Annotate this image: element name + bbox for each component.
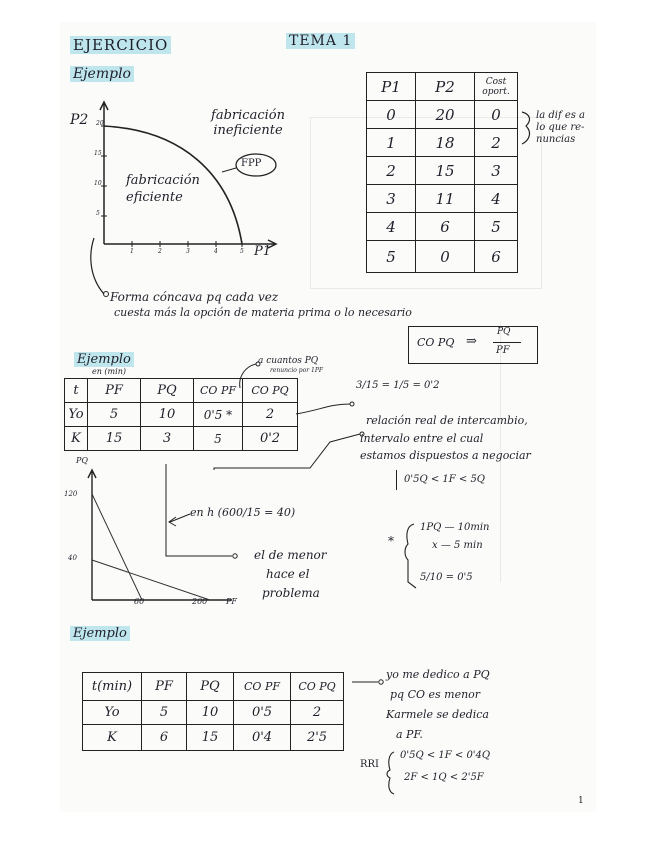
ex2-header-cell: CO PQ	[243, 379, 298, 403]
ex2-unit: en (min)	[92, 367, 126, 376]
ppf-x-tick-4: 4	[214, 248, 218, 255]
ex2-header-cell: PQ	[141, 379, 194, 403]
ppf-x-tick-1: 1	[130, 248, 134, 255]
ex3-header-cell: PQ	[187, 673, 234, 701]
ex2-en-note: en h (600/15 = 40)	[190, 506, 296, 519]
page-number: 1	[578, 796, 584, 806]
ppf-y-tick-10: 10	[94, 180, 102, 187]
ex1-cell: 11	[416, 185, 475, 213]
bottom-note-arrow	[80, 236, 110, 296]
co-formula-numerator: PQ	[497, 327, 511, 337]
ex1-cell: 6	[416, 213, 475, 241]
ppf-inside-note: fabricación eficiente	[126, 173, 200, 205]
header-left-title: EJERCICIO	[70, 36, 171, 54]
ex2-exchange-3: estamos dispuestos a negociar	[360, 449, 531, 462]
ex1-cell: 0	[475, 101, 518, 129]
notebook-page	[60, 22, 596, 812]
ppf-x-tick-5: 5	[240, 248, 244, 255]
ex1-table-header	[367, 73, 518, 101]
ex2-star-2: x — 5 min	[432, 540, 483, 551]
ex3-rri-label: RRI	[360, 759, 380, 770]
co-formula-arrow: ⇒	[466, 334, 477, 349]
ex2-cell: 3	[141, 427, 194, 451]
ex3-rri-1: 0'5Q < 1F < 0'4Q	[400, 750, 491, 761]
ex1-cell: 1	[367, 129, 416, 157]
example-2-label: Ejemplo	[74, 352, 134, 367]
ex3-cell: 5	[142, 701, 187, 725]
ex2-header-cell: CO PF	[194, 379, 243, 403]
ex2-top-note-1: a cuantos PQ	[258, 356, 319, 366]
table-row	[367, 213, 518, 241]
ex1-cell: 3	[475, 157, 518, 185]
ex2-interval-bracket	[396, 470, 397, 490]
ex3-cell: Yo	[83, 701, 142, 725]
ex1-table	[366, 72, 518, 273]
ex2-top-note-2: renuncio por 1PF	[270, 367, 324, 374]
ex1-cell: 6	[475, 241, 518, 273]
ex3-header-cell: PF	[142, 673, 187, 701]
ex1-cell: 5	[475, 213, 518, 241]
ex2-interval: 0'5Q < 1F < 5Q	[404, 474, 486, 485]
ex1-cell: 2	[475, 129, 518, 157]
ex3-cell: 0'4	[234, 725, 291, 751]
co-formula-left: CO PQ	[417, 336, 455, 349]
table-row	[83, 725, 344, 751]
ex2-problem-3: problema	[262, 586, 320, 600]
ppf-outside-note: fabricación ineficiente	[211, 108, 285, 138]
ex3-note-2: pq CO es menor	[390, 688, 481, 701]
ex2-cell: 2	[243, 403, 298, 427]
ex3-note-arrow	[350, 676, 390, 696]
ex2-graph-y-tick-40: 40	[68, 554, 77, 562]
example-3-label: Ejemplo	[70, 626, 130, 641]
ex2-graph-y-label: PQ	[76, 456, 88, 465]
ex3-cell: 2	[291, 701, 344, 725]
ex2-cell: 0'5 *	[194, 403, 243, 427]
ppf-x-tick-3: 3	[186, 248, 190, 255]
ex3-table-header	[83, 673, 344, 701]
header-right-title: TEMA 1	[286, 33, 355, 49]
co-formula-fraction-bar	[493, 342, 521, 343]
ex2-problem-1: el de menor	[254, 548, 327, 562]
table-row	[83, 701, 344, 725]
rri-brace	[384, 750, 398, 796]
table-row	[367, 185, 518, 213]
table-row	[367, 157, 518, 185]
co-formula-denominator: PF	[496, 345, 510, 356]
example-1-label: Ejemplo	[70, 66, 134, 82]
ex3-note-1: yo me dedico a PQ	[386, 668, 490, 681]
ex3-header-cell: t(min)	[83, 673, 142, 701]
ex3-table	[82, 672, 344, 751]
table-row	[367, 241, 518, 273]
ex1-cell: 18	[416, 129, 475, 157]
ex3-cell: 0'5	[234, 701, 291, 725]
ppf-x-tick-2: 2	[158, 248, 162, 255]
ppf-y-tick-20: 20	[96, 120, 104, 127]
table-row	[367, 101, 518, 129]
ex1-bottom-note-2: cuesta más la opción de materia prima o lo necesario	[114, 306, 412, 319]
ex1-bottom-note-1: Forma cóncava pq cada vez	[110, 290, 279, 304]
ex1-side-note: la dif es a lo que re-nuncias	[536, 110, 586, 145]
ex2-problem-2: hace el	[266, 567, 310, 581]
ex3-rri-2: 2F < 1Q < 2'5F	[404, 772, 484, 783]
ppf-x-axis-label: P1	[254, 244, 272, 259]
co-formula-box	[408, 326, 538, 364]
ex2-exchange-2: intervalo entre el cual	[360, 432, 484, 445]
ex3-cell: 15	[187, 725, 234, 751]
table-row	[367, 129, 518, 157]
ex2-cell: 5	[88, 403, 141, 427]
ex2-cell: 5	[194, 427, 243, 451]
ex1-cell: 2	[367, 157, 416, 185]
ex2-star-3: 5/10 = 0'5	[420, 572, 473, 583]
ex1-cell: 4	[367, 213, 416, 241]
ex1-header-p1: P1	[367, 73, 416, 101]
ex2-cell: 0'2	[243, 427, 298, 451]
ex2-cell: Yo	[65, 403, 88, 427]
star-brace	[400, 522, 420, 592]
ppf-y-tick-5: 5	[96, 210, 100, 217]
ex1-cell: 15	[416, 157, 475, 185]
ex1-cell: 5	[367, 241, 416, 273]
ppf-fpp-label: FPP	[241, 158, 262, 169]
ex2-graph-x-tick-60: 60	[134, 597, 145, 606]
ex1-cell: 0	[367, 101, 416, 129]
star-marker: *	[388, 534, 394, 548]
ex1-cell: 3	[367, 185, 416, 213]
ex1-cell: 0	[416, 241, 475, 273]
ex3-cell: K	[83, 725, 142, 751]
ex2-cell: 10	[141, 403, 194, 427]
ex2-graph-y-tick-120: 120	[64, 490, 78, 498]
ex2-graph-x-label: PF	[226, 597, 237, 606]
problem-connector	[160, 462, 280, 592]
ex2-header-cell: t	[65, 379, 88, 403]
ex3-header-cell: CO PF	[234, 673, 291, 701]
ex2-fraction-note: 3/15 = 1/5 = 0'2	[356, 380, 440, 391]
ppf-y-tick-15: 15	[94, 150, 102, 157]
ex2-star-1: 1PQ — 10min	[420, 522, 490, 533]
ex1-header-cost: Cost oport.	[475, 73, 518, 101]
ex3-cell: 2'5	[291, 725, 344, 751]
ex2-header-cell: PF	[88, 379, 141, 403]
ex3-header-cell: CO PQ	[291, 673, 344, 701]
ex1-header-p2: P2	[416, 73, 475, 101]
ex2-cell: 15	[88, 427, 141, 451]
ex2-cell: K	[65, 427, 88, 451]
ex3-cell: 6	[142, 725, 187, 751]
ex3-note-3: Karmele se dedica	[386, 708, 489, 721]
ex3-note-4: a PF.	[396, 728, 423, 741]
ex1-cell: 4	[475, 185, 518, 213]
ex2-graph-x-tick-200: 200	[192, 597, 208, 606]
ex2-exchange-1: relación real de intercambio,	[366, 414, 528, 427]
ex3-cell: 10	[187, 701, 234, 725]
ex1-cell: 20	[416, 101, 475, 129]
ppf-y-axis-label: P2	[70, 112, 89, 128]
